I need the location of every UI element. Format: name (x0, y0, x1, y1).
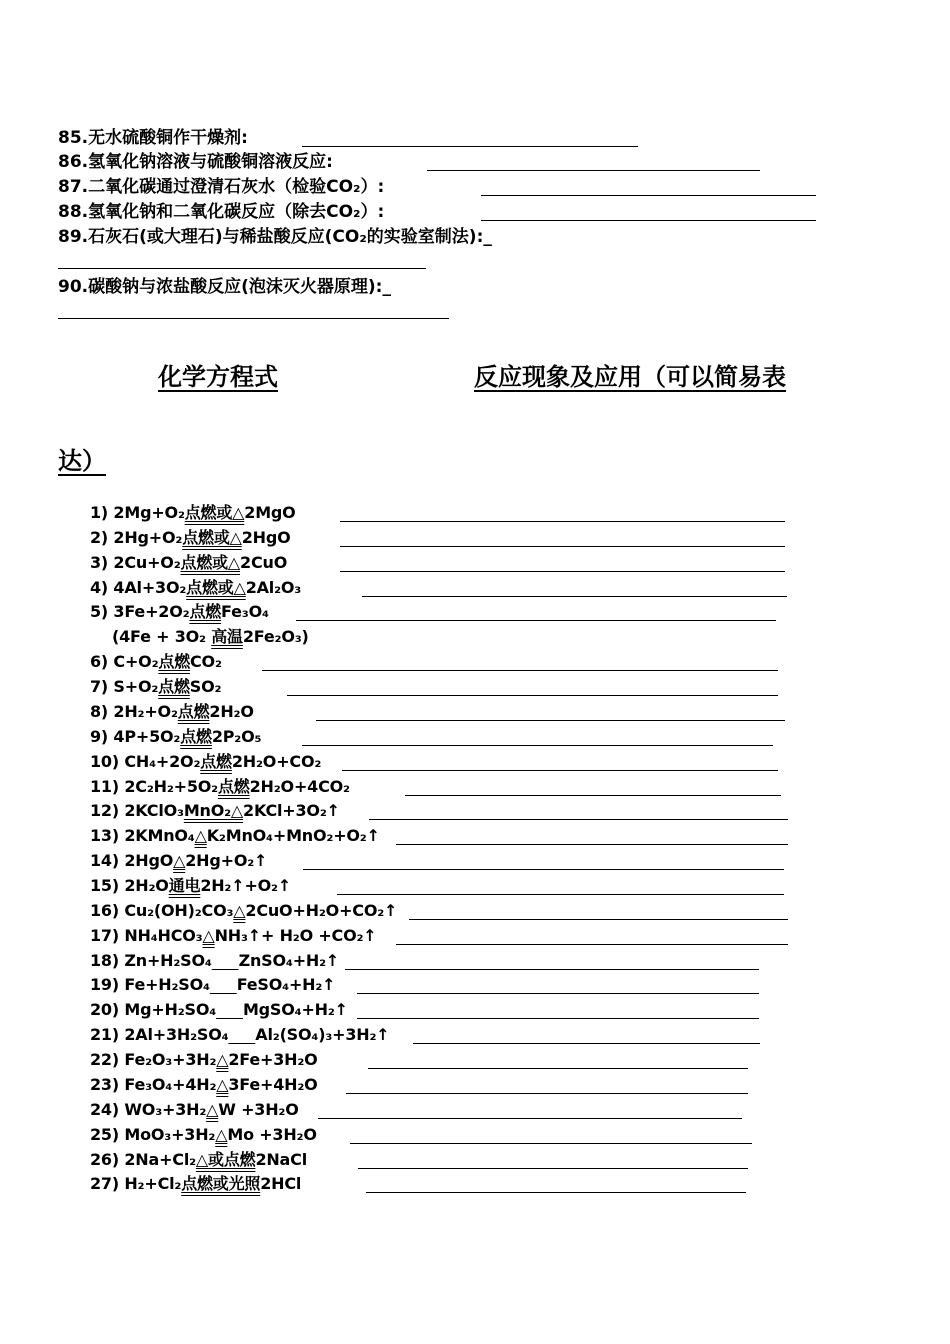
equation-number: 11) (90, 777, 125, 796)
phenomenon-answer-line[interactable] (337, 894, 784, 895)
equation-row (90, 974, 335, 996)
reactants: 2H₂+O₂ (113, 702, 178, 721)
equation-number: 6) (90, 652, 114, 671)
equation-row (90, 850, 267, 872)
answer-line-85[interactable] (302, 146, 638, 147)
answer-line-88[interactable] (481, 220, 816, 221)
equation-row (90, 676, 221, 698)
reactants: 2Cu+O₂ (113, 553, 181, 572)
reactants: 2Hg+O₂ (113, 528, 183, 547)
products: 2CuO+H₂O+CO₂↑ (245, 901, 398, 920)
products: 2H₂↑+O₂↑ (200, 876, 292, 895)
products: Fe₃O₄ (221, 602, 269, 621)
reaction-condition: 点燃或△ (180, 553, 241, 572)
products: 2KCl+3O₂↑ (243, 801, 340, 820)
phenomenon-answer-line[interactable] (316, 720, 785, 721)
question-number: 86. (58, 152, 89, 172)
equation-number: 7) (90, 677, 114, 696)
products: 2NaCl (255, 1150, 307, 1169)
heading-phenomenon: 反应现象及应用（可以简易表 (474, 363, 786, 391)
question-89 (58, 226, 492, 248)
question-text: 二氧化碳通过澄清石灰水（检验CO₂）: (88, 177, 385, 197)
reactants: Fe₃O₄+4H₂ (124, 1075, 217, 1094)
products: Al₂(SO₄)₃+3H₂↑ (255, 1025, 390, 1044)
equation-number: 16) (90, 901, 125, 920)
reaction-condition: 点燃 (158, 652, 190, 671)
products: 2Hg+O₂↑ (185, 851, 268, 870)
equation-row (90, 950, 339, 972)
reactants: 2KClO₃ (124, 801, 184, 820)
reaction-condition: △ (202, 926, 215, 945)
phenomenon-answer-line[interactable] (262, 670, 778, 671)
phenomenon-answer-line[interactable] (362, 596, 787, 597)
equation-number: 15) (90, 876, 125, 895)
equation-row (90, 1074, 318, 1096)
reactants: 2HgO (124, 851, 174, 870)
question-number: 90. (58, 277, 89, 297)
phenomenon-answer-line[interactable] (368, 1068, 748, 1069)
reaction-condition: 点燃或△ (182, 528, 242, 547)
equation-row (90, 577, 301, 599)
equation-number: 20) (90, 1000, 125, 1019)
reaction-condition (228, 1025, 255, 1044)
reactants: 2Mg+O₂ (113, 503, 185, 522)
reaction-condition (216, 1000, 243, 1019)
products: CO₂ (190, 652, 222, 671)
products: ZnSO₄+H₂↑ (238, 951, 340, 970)
phenomenon-answer-line[interactable] (302, 745, 773, 746)
equation-number: 23) (90, 1075, 125, 1094)
reactants: C+O₂ (113, 652, 159, 671)
question-text: 无水硫酸铜作干燥剂: (88, 128, 248, 148)
question-87 (58, 176, 384, 198)
equation-number: 3) (90, 553, 114, 572)
phenomenon-answer-line[interactable] (357, 993, 759, 994)
question-number: 85. (58, 128, 89, 148)
products: 2P₂O₅ (211, 727, 262, 746)
phenomenon-answer-line[interactable] (369, 819, 788, 820)
reactants: 2C₂H₂+5O₂ (124, 777, 218, 796)
equation-number: 14) (90, 851, 125, 870)
reaction-condition: MnO₂△ (183, 801, 244, 820)
equation-number: 10) (90, 752, 125, 771)
products: 2HCl (260, 1174, 302, 1193)
products: 2CuO (240, 553, 288, 572)
reaction-condition: △ (173, 851, 186, 870)
equation-row (90, 800, 340, 822)
answer-line-90[interactable] (58, 318, 449, 319)
reaction-condition (210, 975, 237, 994)
reaction-condition: 点燃或光照 (181, 1174, 261, 1193)
question-number: 88. (58, 202, 89, 222)
equation-number: 9) (90, 727, 114, 746)
reactants: S+O₂ (113, 677, 159, 696)
reactants: Mg+H₂SO₄ (124, 1000, 217, 1019)
equation-row (90, 1124, 317, 1146)
reaction-condition: △ (206, 1100, 219, 1119)
reactants: 4P+5O₂ (113, 727, 181, 746)
reaction-condition: △或点燃 (195, 1150, 256, 1169)
equation-row (90, 1024, 389, 1046)
reactants: CH₄+2O₂ (124, 752, 201, 771)
equation-number: 1) (90, 503, 114, 522)
phenomenon-answer-line[interactable] (342, 770, 778, 771)
products: FeSO₄+H₂↑ (236, 975, 336, 994)
phenomenon-answer-line[interactable] (409, 919, 788, 920)
reaction-condition: △ (216, 1075, 229, 1094)
reaction-condition: 通电 (168, 876, 201, 895)
reactants: 3Fe+2O₂ (113, 602, 190, 621)
question-text: 石灰石(或大理石)与稀盐酸反应(CO₂的实验室制法):_ (88, 227, 492, 247)
products: 3Fe+4H₂O (228, 1075, 318, 1094)
equation-row (90, 875, 291, 897)
equation-number: 2) (90, 528, 114, 547)
equation-row (90, 999, 348, 1021)
products: NH₃↑+ H₂O +CO₂↑ (214, 926, 377, 945)
equation-row (90, 726, 261, 748)
phenomenon-answer-line[interactable] (366, 1192, 746, 1193)
equation-number: 13) (90, 826, 125, 845)
phenomenon-answer-line[interactable] (340, 521, 785, 522)
products: 2H₂O+4CO₂ (249, 777, 350, 796)
reaction-condition: 点燃或△ (186, 578, 246, 597)
products: 2MgO (244, 503, 296, 522)
equation-row (90, 502, 296, 524)
equation-row (90, 751, 321, 773)
products: Mo +3H₂O (227, 1125, 317, 1144)
equation-number: 21) (90, 1025, 125, 1044)
reaction-condition: 高温 (211, 627, 243, 646)
question-90 (58, 276, 391, 298)
reaction-condition: △ (194, 826, 207, 845)
phenomenon-answer-line[interactable] (358, 1168, 748, 1169)
equation-row (90, 900, 397, 922)
reactants: 2H₂O (124, 876, 169, 895)
equation-row (90, 601, 269, 623)
question-86 (58, 151, 333, 173)
question-85 (58, 127, 248, 149)
equation-number: 12) (90, 801, 125, 820)
question-text: 氢氧化钠和二氧化碳反应（除去CO₂）: (88, 202, 385, 222)
reaction-condition: △ (233, 901, 246, 920)
phenomenon-answer-line[interactable] (346, 1093, 748, 1094)
equation-number: (4Fe + 3O₂ (112, 627, 212, 646)
equation-number: 26) (90, 1150, 125, 1169)
equation-row (90, 776, 350, 798)
reaction-condition: 点燃 (158, 677, 190, 696)
reactants: Fe+H₂SO₄ (124, 975, 210, 994)
reactants: Zn+H₂SO₄ (124, 951, 212, 970)
products: K₂MnO₄+MnO₂+O₂↑ (206, 826, 380, 845)
question-text: 碳酸钠与浓盐酸反应(泡沫灭火器原理):_ (88, 277, 391, 297)
phenomenon-answer-line[interactable] (405, 795, 781, 796)
equation-number: 4) (90, 578, 114, 597)
phenomenon-answer-line[interactable] (396, 844, 788, 845)
equation-row (90, 1173, 301, 1195)
products: MgSO₄+H₂↑ (242, 1000, 348, 1019)
products: 2Al₂O₃ (245, 578, 302, 597)
products: 2H₂O (209, 702, 254, 721)
phenomenon-answer-line[interactable] (350, 1143, 752, 1144)
answer-line-87[interactable] (481, 195, 816, 196)
phenomenon-answer-line[interactable] (345, 969, 759, 970)
reactants: H₂+Cl₂ (124, 1174, 182, 1193)
reaction-condition: 点燃 (200, 752, 232, 771)
equation-row (90, 552, 287, 574)
equation-row (90, 1049, 318, 1071)
reactants: Cu₂(OH)₂CO₃ (124, 901, 234, 920)
equation-number: 27) (90, 1174, 125, 1193)
answer-line-86[interactable] (427, 170, 760, 171)
equation-row (90, 701, 254, 723)
equation-number: 17) (90, 926, 125, 945)
equation-number: 18) (90, 951, 125, 970)
answer-line-89[interactable] (58, 268, 426, 269)
reaction-condition: 点燃或△ (184, 503, 245, 522)
phenomenon-answer-line[interactable] (413, 1043, 760, 1044)
reaction-condition: 点燃 (180, 727, 212, 746)
products: 2Fe₂O₃) (242, 627, 309, 646)
phenomenon-answer-line[interactable] (340, 571, 785, 572)
reaction-condition: 点燃 (218, 777, 250, 796)
equation-number: 25) (90, 1125, 125, 1144)
equation-number: 22) (90, 1050, 125, 1069)
question-text: 氢氧化钠溶液与硫酸铜溶液反应: (88, 152, 333, 172)
equation-row (90, 1099, 299, 1121)
equation-row (90, 651, 222, 673)
equation-number: 24) (90, 1100, 125, 1119)
equation-row (112, 626, 309, 648)
phenomenon-answer-line[interactable] (396, 944, 788, 945)
equation-number: 8) (90, 702, 114, 721)
reaction-condition (212, 951, 239, 970)
equation-row (90, 825, 380, 847)
phenomenon-answer-line[interactable] (303, 869, 784, 870)
reactants: Fe₂O₃+3H₂ (124, 1050, 217, 1069)
reaction-condition: △ (215, 1125, 228, 1144)
question-number: 87. (58, 177, 89, 197)
reaction-condition: 点燃 (189, 602, 222, 621)
reactants: 2KMnO₄ (124, 826, 195, 845)
reaction-condition: △ (216, 1050, 229, 1069)
phenomenon-answer-line[interactable] (340, 546, 785, 547)
phenomenon-answer-line[interactable] (357, 1018, 759, 1019)
question-number: 89. (58, 227, 89, 247)
equation-row (90, 1149, 307, 1171)
equation-number: 19) (90, 975, 125, 994)
products: 2HgO (241, 528, 291, 547)
products: 2H₂O+CO₂ (231, 752, 322, 771)
phenomenon-answer-line[interactable] (318, 1118, 742, 1119)
reactants: 4Al+3O₂ (113, 578, 187, 597)
question-88 (58, 201, 384, 223)
products: SO₂ (189, 677, 222, 696)
phenomenon-answer-line[interactable] (296, 620, 776, 621)
equation-number: 5) (90, 602, 114, 621)
heading-equation: 化学方程式 (158, 363, 278, 391)
reactants: MoO₃+3H₂ (124, 1125, 216, 1144)
reactants: 2Al+3H₂SO₄ (124, 1025, 229, 1044)
reactants: NH₄HCO₃ (124, 926, 203, 945)
reaction-condition: 点燃 (177, 702, 210, 721)
reactants: 2Na+Cl₂ (124, 1150, 196, 1169)
products: W +3H₂O (218, 1100, 299, 1119)
reactants: WO₃+3H₂ (124, 1100, 207, 1119)
heading-phenomenon-continued: 达） (58, 447, 106, 475)
phenomenon-answer-line[interactable] (287, 695, 778, 696)
equation-row (90, 925, 377, 947)
equation-row (90, 527, 291, 549)
products: 2Fe+3H₂O (228, 1050, 318, 1069)
